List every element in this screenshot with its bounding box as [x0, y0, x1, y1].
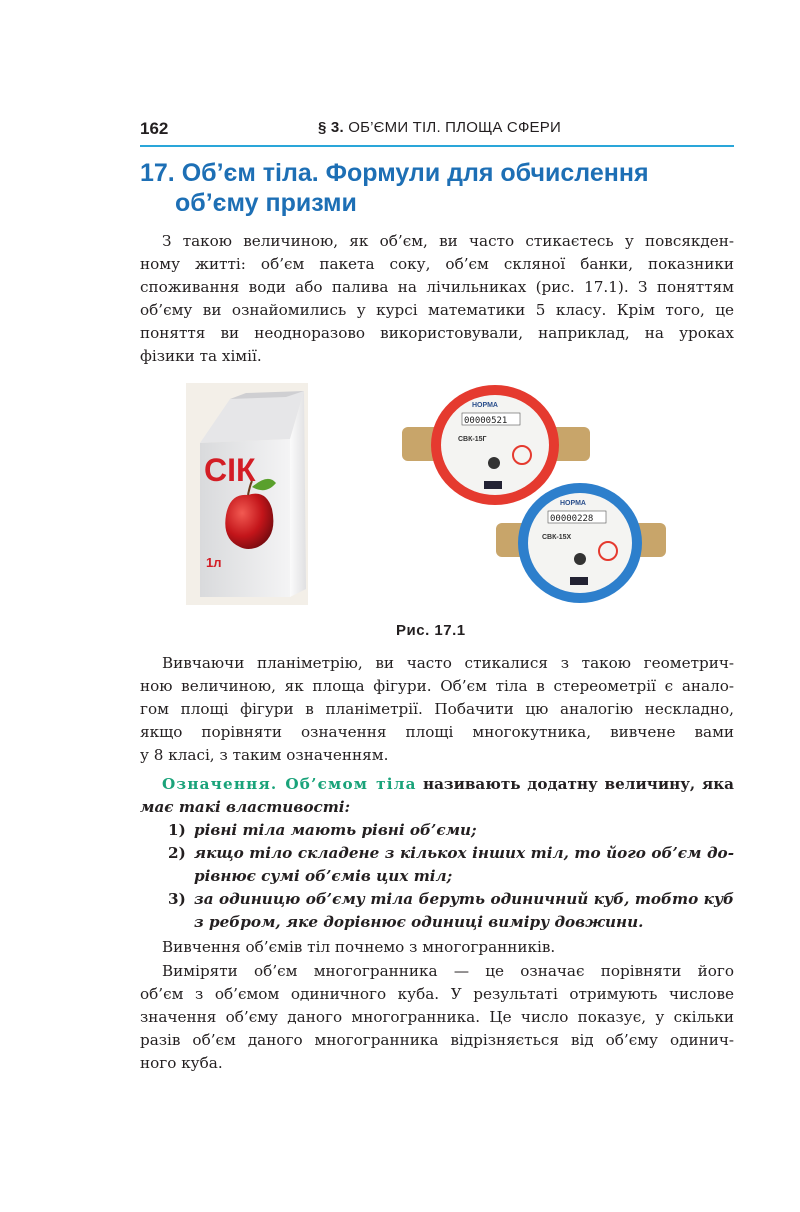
list-text: з ребром, яке дорівнює одиниці виміру довжини. [194, 913, 644, 931]
text-line: фізики та хімії. [140, 347, 262, 365]
definition-properties-list [140, 819, 734, 934]
text-line: якщо порівняти означення площі многокутника, вивчене вами [140, 723, 734, 741]
page-number: 162 [140, 119, 169, 138]
page-title [140, 158, 740, 218]
closing-paragraph-2 [140, 960, 734, 1075]
juice-carton-image [186, 383, 308, 605]
text-line: ного куба. [140, 1054, 223, 1072]
text-line: ному житті: об’єм пакета соку, об’єм скляної банки, показники [140, 255, 734, 273]
list-number: 2) [168, 844, 186, 862]
text-line: у 8 класі, з таким означенням. [140, 746, 389, 764]
list-text: за одиницю об’єму тіла беруть одиничний куб, тобто куб [194, 890, 734, 908]
title-line-1: 17. Об’єм тіла. Формули для обчислення [140, 159, 649, 187]
running-header [318, 119, 561, 136]
blue-meter-model: СВК-15Х [542, 534, 572, 541]
list-item [140, 842, 734, 888]
figure-caption: Рис. 17.1 [396, 622, 466, 639]
definition-paragraph [140, 773, 734, 819]
carton-label: СІК [204, 452, 256, 488]
red-meter-digits: 00000521 [464, 416, 508, 426]
section-header-title: ОБ’ЄМИ ТІЛ. ПЛОЩА СФЕРИ [348, 119, 561, 136]
red-meter-model: СВК-15Г [458, 436, 487, 443]
definition-line: має такі властивості: [140, 798, 351, 816]
water-meters-image [400, 383, 670, 619]
section-mark: § 3. [318, 119, 344, 136]
blue-meter-digits: 00000228 [550, 514, 594, 524]
text-line: Виміряти об’єм многогранника — це означає порівняти його [162, 962, 734, 980]
red-meter-dial [441, 395, 549, 495]
definition-term: Означення. Об’ємом тіла [162, 775, 417, 793]
header-rule [140, 145, 734, 147]
text-line: об’єм з об’ємом одиничного куба. У результаті отримують числове [140, 985, 734, 1003]
text-line: Вивчаючи планіметрію, ви часто стикалися з такою геометрич- [162, 654, 734, 672]
list-number: 3) [168, 890, 186, 908]
text-line: споживання води або палива на лічильниках (рис. 17.1). З поняттям [140, 278, 734, 296]
planimetry-paragraph [140, 652, 734, 767]
apple-icon [225, 494, 273, 549]
text-line: разів об’єм даного многогранника відрізняється від об’єму одинич- [140, 1031, 734, 1049]
red-meter-brand: НОРМА [472, 402, 498, 409]
list-text: якщо тіло складене з кількох інших тіл, то його об’єм до- [194, 844, 734, 862]
list-text: рівнює сумі об’ємів цих тіл; [194, 867, 453, 885]
closing-paragraph-1 [140, 936, 734, 959]
list-item [140, 888, 734, 934]
list-text: рівні тіла мають рівні об’єми; [194, 821, 477, 839]
text-line: Вивчення об’ємів тіл почнемо з многогранників. [162, 938, 556, 956]
blue-meter-brand: НОРМА [560, 500, 586, 507]
definition-text: називають додатну величину, яка [422, 775, 735, 793]
list-number: 1) [168, 821, 186, 839]
carton-volume: 1л [206, 555, 222, 570]
text-line: гом площі фігури в планіметрії. Побачити цю аналогію нескладно, [140, 700, 734, 718]
list-item [140, 819, 734, 842]
definition-line [140, 773, 734, 796]
text-line: об’єму ви ознайомились у курсі математики 5 класу. Крім того, це [140, 301, 734, 319]
title-line-2: об’єму призми [175, 189, 357, 217]
text-line: поняття ви неодноразово використовували, наприклад, на уроках [140, 324, 734, 342]
text-line: ною величиною, як площа фігури. Об’єм тіла в стереометрії є анало- [140, 677, 734, 695]
text-line: значення об’єму даного многогранника. Це число показує, у скільки [140, 1008, 734, 1026]
text-line: З такою величиною, як об’єм, ви часто стикаєтесь у повсякден- [162, 232, 734, 250]
intro-paragraph [140, 230, 734, 368]
